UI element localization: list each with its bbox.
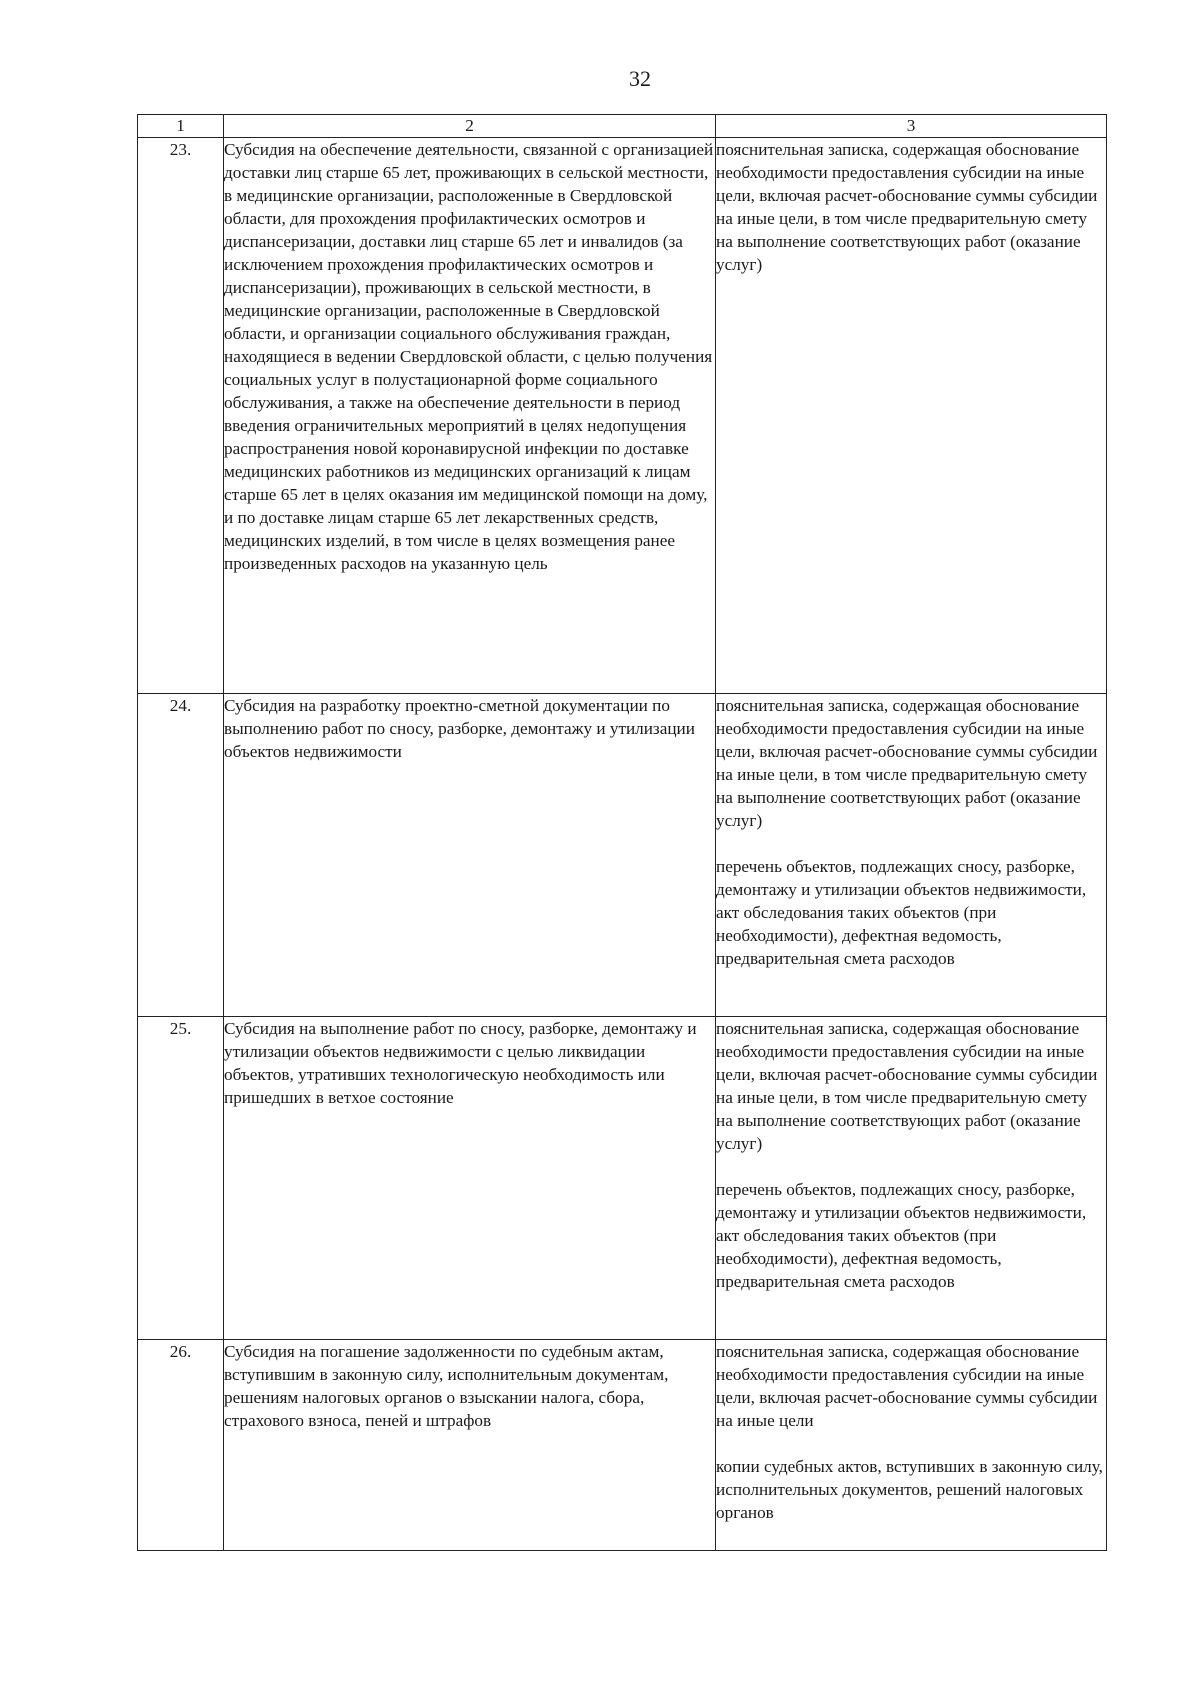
subsidy-description: Субсидия на выполнение работ по сносу, разборке, демонтажу и утилизации объектов недвижимости с целью ликвидации объектов, утративших технологическую необходимость или пришедших в ветхое состояние: [224, 1017, 716, 1340]
table-row: [138, 1340, 1107, 1551]
subsidy-description: Субсидия на обеспечение деятельности, связанной с организацией доставки лиц старше 65 лет, проживающих в сельской местности, в медицинские организации, расположенные в Свердловской области, для прохождения профилактических осмотров и диспансеризации, доставки лиц старше 65 лет и инвалидов (за исключением прохождения профилактических осмотров и диспансеризации), проживающих в сельской местности, в медицинские организации, расположенные в Свердловской области, и организации социального обслуживания граждан, находящиеся в ведении Свердловской области, с целью получения социальных услуг в полустационарной форме социального обслуживания, а также на обеспечение деятельности в период введения ограничительных мероприятий в целях недопущения распространения новой коронавирусной инфекции по доставке медицинских работников из медицинских организаций к лицам старше 65 лет в целях оказания им медицинской помощи на дому, и по доставке лицам старше 65 лет лекарственных средств, медицинских изделий, в том числе в целях возмещения ранее произведенных расходов на указанную цель: [224, 138, 716, 694]
table-row: [138, 694, 1107, 1017]
document-item: перечень объектов, подлежащих сносу, разборке, демонтажу и утилизации объектов недвижимости, акт обследования таких объектов (при необходимости), дефектная ведомость, предварительная смета расходов: [716, 857, 1087, 968]
row-number: 23.: [138, 138, 224, 694]
table-header-row: [138, 115, 1107, 138]
document-item: пояснительная записка, содержащая обоснование необходимости предоставления субсидии на иные цели, включая расчет-обоснование суммы субсидии на иные цели, в том числе предварительную смету на выполнение соответствующих работ (оказание услуг): [716, 1019, 1098, 1153]
subsidy-documents-table: [137, 114, 1107, 1551]
table-row: [138, 138, 1107, 694]
row-number: 24.: [138, 694, 224, 1017]
page-number: 32: [629, 66, 651, 91]
row-number: 25.: [138, 1017, 224, 1340]
table-row: [138, 1017, 1107, 1340]
row-number: 26.: [138, 1340, 224, 1551]
required-documents: [716, 1017, 1107, 1340]
column-header-documents: 3: [716, 115, 1107, 138]
column-header-description: 2: [224, 115, 716, 138]
document-item: пояснительная записка, содержащая обоснование необходимости предоставления субсидии на иные цели, включая расчет-обоснование суммы субсидии на иные цели, в том числе предварительную смету на выполнение соответствующих работ (оказание услуг): [716, 140, 1098, 274]
required-documents: [716, 138, 1107, 694]
column-header-number: 1: [138, 115, 224, 138]
document-item: пояснительная записка, содержащая обоснование необходимости предоставления субсидии на иные цели, включая расчет-обоснование суммы субсидии на иные цели, в том числе предварительную смету на выполнение соответствующих работ (оказание услуг): [716, 696, 1098, 830]
document-item: перечень объектов, подлежащих сносу, разборке, демонтажу и утилизации объектов недвижимости, акт обследования таких объектов (при необходимости), дефектная ведомость, предварительная смета расходов: [716, 1180, 1087, 1291]
document-item: копии судебных актов, вступивших в законную силу, исполнительных документов, решений налоговых органов: [716, 1457, 1103, 1522]
document-item: пояснительная записка, содержащая обоснование необходимости предоставления субсидии на иные цели, включая расчет-обоснование суммы субсидии на иные цели: [716, 1342, 1098, 1430]
required-documents: [716, 1340, 1107, 1551]
subsidy-description: Субсидия на погашение задолженности по судебным актам, вступившим в законную силу, исполнительным документам, решениям налоговых органов о взыскании налога, сбора, страхового взноса, пеней и штрафов: [224, 1340, 716, 1551]
required-documents: [716, 694, 1107, 1017]
subsidy-description: Субсидия на разработку проектно-сметной документации по выполнению работ по сносу, разборке, демонтажу и утилизации объектов недвижимости: [224, 694, 716, 1017]
